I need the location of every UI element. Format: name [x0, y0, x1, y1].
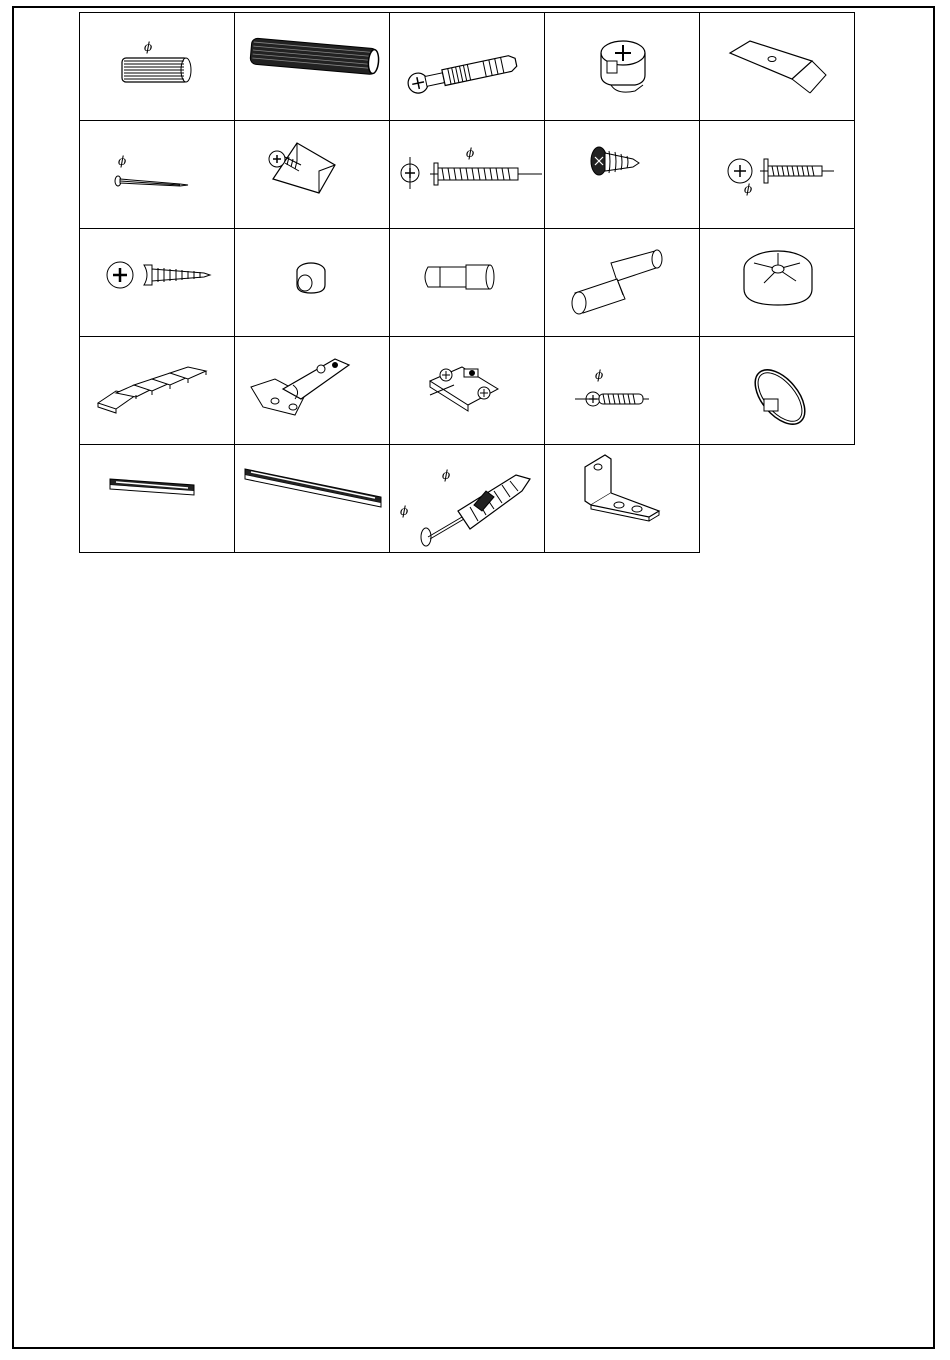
wood-dowel-icon — [80, 13, 235, 121]
washer-screw-icon — [700, 121, 855, 229]
short-rail-icon — [80, 445, 235, 553]
l-bracket-icon — [545, 445, 700, 553]
hinge-plate-icon — [390, 337, 545, 445]
part-cell-hinge — [235, 337, 390, 445]
long-rail-icon — [235, 445, 390, 553]
table-row — [80, 337, 855, 445]
table-row — [80, 445, 855, 553]
diameter-symbol: ϕ — [744, 182, 753, 196]
part-cell-cam-bolt — [390, 13, 545, 121]
diameter-symbol: ϕ — [595, 368, 604, 382]
diameter-symbol: ϕ — [466, 146, 475, 160]
part-cell-hinge-plate — [390, 337, 545, 445]
part-cell-sleeve — [390, 229, 545, 337]
plate-clip-icon — [700, 13, 855, 121]
cup-bushing-icon — [235, 229, 390, 337]
wedge-strip-icon — [80, 337, 235, 445]
part-cell-wall-anchor — [390, 445, 545, 553]
diameter-symbol: ϕ — [400, 504, 409, 518]
diameter-symbol: ϕ — [442, 468, 451, 482]
hardware-table — [79, 12, 855, 553]
cam-lock-icon — [545, 13, 700, 121]
foot-glide-icon — [700, 229, 855, 337]
part-cell-wedge-strip — [80, 337, 235, 445]
sleeve-icon — [390, 229, 545, 337]
cam-bolt-icon — [390, 13, 545, 121]
part-cell-round-glide — [700, 337, 855, 445]
part-cell-pan-screw — [80, 229, 235, 337]
nail-icon — [80, 121, 235, 229]
part-cell-corner-block-screw — [235, 121, 390, 229]
corner-block-screw-icon — [235, 121, 390, 229]
pan-screw-short-icon — [545, 121, 700, 229]
diameter-symbol: ϕ — [144, 40, 153, 54]
table-row — [80, 229, 855, 337]
dowel-long-icon — [235, 13, 390, 121]
part-cell-washer-screw — [700, 121, 855, 229]
part-cell-dowel-long — [235, 13, 390, 121]
part-cell-cup-bushing — [235, 229, 390, 337]
screw-small-icon — [545, 337, 700, 445]
part-cell-plate-clip — [700, 13, 855, 121]
part-cell-nail — [80, 121, 235, 229]
part-cell-pan-screw-short — [545, 121, 700, 229]
shelf-pin-icon — [545, 229, 700, 337]
table-row — [80, 121, 855, 229]
empty-cell — [700, 445, 855, 553]
part-cell-cam-lock — [545, 13, 700, 121]
part-cell-screw-small — [545, 337, 700, 445]
hinge-icon — [235, 337, 390, 445]
diameter-symbol: ϕ — [118, 154, 127, 168]
part-cell-long-rail — [235, 445, 390, 553]
wall-anchor-icon — [390, 445, 545, 553]
pan-screw-icon — [80, 229, 235, 337]
table-row — [80, 13, 855, 121]
part-cell-shelf-pin — [545, 229, 700, 337]
part-cell-washer-screw-long — [390, 121, 545, 229]
part-cell-foot-glide — [700, 229, 855, 337]
washer-screw-long-icon — [390, 121, 545, 229]
round-glide-icon — [700, 337, 855, 445]
part-cell-short-rail — [80, 445, 235, 553]
part-cell-wood-dowel — [80, 13, 235, 121]
part-cell-l-bracket — [545, 445, 700, 553]
